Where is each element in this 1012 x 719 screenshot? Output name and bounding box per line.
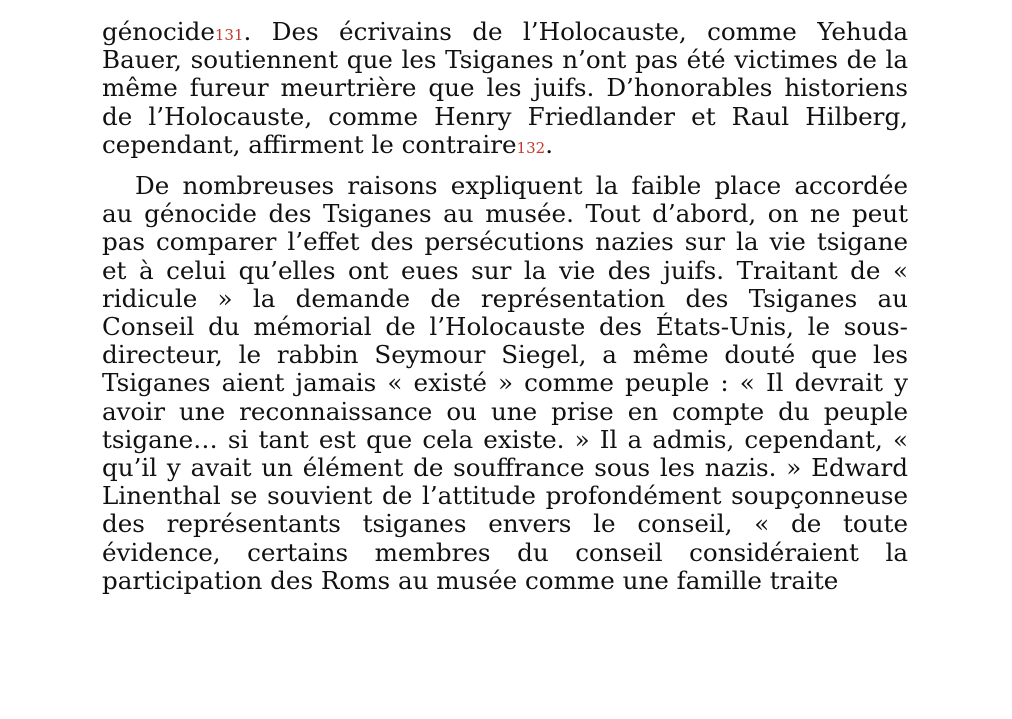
document-page [102, 18, 908, 595]
paragraph-2 [102, 172, 908, 595]
footnote-ref-131[interactable]: 131 [214, 26, 244, 44]
text-segment: De nombreuses raisons expliquent la faible place accordée au génocide des Tsiganes au musée. Tout d’abord, on ne peut pas comparer l’effet des persécutions nazies sur la vie tsigane et à celui qu’elles ont eues sur la vie des juifs. Traitant de « ridicule » la demande de représentation des Tsiganes au Conseil du mémorial de l’Holocauste des États-Unis, le sous-directeur, le rabbin Seymour Siegel, a même douté que les Tsiganes aient jamais « existé » comme peuple : « Il devrait y avoir une reconnaissance ou une prise en compte du peuple tsigane… si tant est que cela existe. » Il a admis, cependant, « qu’il y avait un élément de souffrance sous les nazis. » Edward Linenthal se souvient de l’attitude profondément soupçonneuse des représentants tsiganes envers le conseil, « de toute évidence, certains membres du conseil considéraient la participation des Roms au musée comme une famille traite [102, 171, 908, 595]
text-segment: . [545, 129, 554, 159]
text-segment: génocide [102, 17, 215, 46]
paragraph-1 [102, 18, 908, 159]
footnote-ref-132[interactable]: 132 [516, 138, 546, 157]
text-segment: . Des écrivains de l’Holocauste, comme Yehuda Bauer, soutiennent que les Tsiganes n’ont pas été victimes de la même fureur meurtrière que les juifs. D’honorables historiens de l’Holocauste, comme Henry Friedlander et Raul Hilberg, cependant, affirment le contraire [102, 17, 908, 159]
